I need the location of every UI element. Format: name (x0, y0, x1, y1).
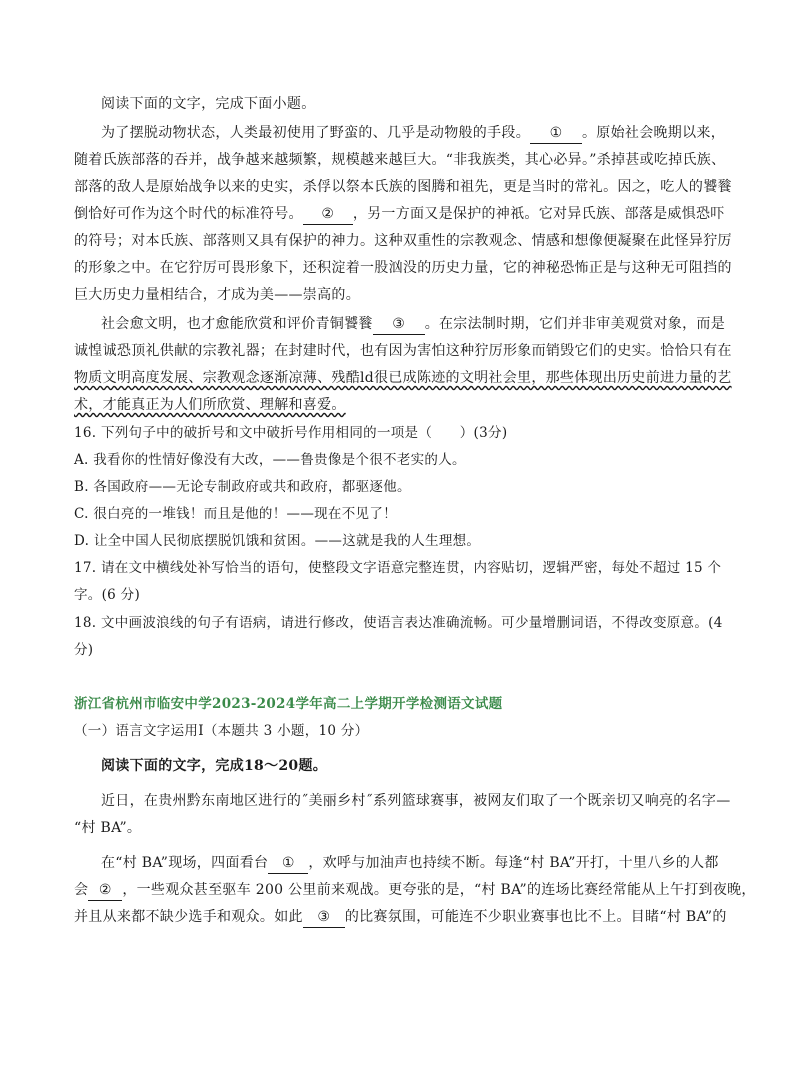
passage-line: 随着氏族部落的吞并，战争越来越频繁，规模越来越巨大。“非我族类，其心必异。”杀掉甚或吃掉氏族、 (74, 152, 726, 168)
passage-line: 的符号；对本氏族、部落则又具有保护的神力。这种双重性的宗教观念、情感和想像便凝聚在此怪异狞厉 (74, 233, 732, 249)
reading-instruction: 阅读下面的文字，完成下面小题。 (101, 96, 316, 112)
option-b: B. 各国政府——无论专制政府或共和政府，都驱逐他。 (74, 479, 411, 495)
question-16: 16. 下列句子中的破折号和文中破折号作用相同的一项是（ ）(3分) (74, 425, 508, 441)
wavy-underlined-sentence: 术，才能真正为人们所欣赏、理解和喜爱。 (74, 397, 346, 413)
text-segment: 。原始社会晚期以来， (582, 125, 725, 141)
text-segment: ，一些观众甚至驱车 200 公里前来观战。更夸张的是，“村 BA”的连场比赛经常能从上午打到夜晚， (122, 882, 756, 898)
passage-line (101, 123, 725, 144)
passage-line (74, 907, 727, 928)
passage-line (101, 314, 725, 335)
blank-3: ③ (373, 314, 425, 335)
passage-line (101, 853, 719, 874)
blank-2: ② (303, 204, 353, 225)
passage-line (74, 880, 756, 901)
passage-line: 近日，在贵州黔东南地区进行的˝美丽乡村˝系列篮球赛事，被网友们取了一个既亲切又响亮的名字— (101, 793, 731, 809)
text-segment: 。在宗法制时期，它们并非审美观赏对象，而是 (424, 316, 726, 332)
question-17-cont: 字。(6 分) (74, 587, 141, 603)
option-a: A. 我看你的性情好像没有大改，——鲁贵像是个很不老实的人。 (74, 452, 466, 468)
reading-instruction-2: 阅读下面的文字，完成18～20题。 (101, 758, 328, 774)
part-heading: （一）语言文字运用Ⅰ（本题共 3 小题，10 分） (74, 723, 369, 739)
text-segment: ，另一方面又是保护的神祇。它对异氏族、部落是威惧恐吓 (352, 206, 725, 222)
passage-line: 诚惶诚恐顶礼供献的宗教礼器；在封建时代，也有因为害怕这种狞厉形象而销毁它们的史实。恰恰只有在 (74, 343, 732, 359)
text-segment: 并且从来都不缺少选手和观众。如此 (74, 909, 303, 925)
question-18: 18. 文中画波浪线的句子有语病，请进行修改，使语言表达准确流畅。可少量增删词语，不得改变原意。(4 (74, 615, 723, 631)
option-c: C. 很白亮的一堆钱！而且是他的！——现在不见了！ (74, 506, 397, 522)
passage-line (74, 204, 725, 225)
passage-line: 的形象之中。在它狞厉可畏形象下，还积淀着一股汹没的历史力量，它的神秘恐怖正是与这种无可阻挡的 (74, 260, 732, 276)
wavy-underlined-sentence: 物质文明高度发展、宗教观念逐渐凉薄、残酷ld很已成陈迹的文明社会里，那些体现出历史前进力量的艺 (74, 370, 732, 386)
text-segment: 倒恰好可作为这个时代的标准符号。 (74, 206, 303, 222)
passage-line: “村 BA”。 (74, 820, 142, 836)
question-17: 17. 请在文中横线处补写恰当的语句，使整段文字语意完整连贯，内容贴切，逻辑严密，每处不超过 15 个 (74, 560, 722, 576)
blank-1: ① (530, 123, 582, 144)
passage-line: 巨大历史力量相结合，才成为美——崇高的。 (74, 287, 360, 303)
option-d: D. 让全中国人民彻底摆脱饥饿和贫困。——这就是我的人生理想。 (74, 533, 481, 549)
text-segment: 在“村 BA”现场，四面看台 (101, 855, 269, 871)
text-segment: 的比赛氛围，可能连不少职业赛事也比不上。目睹“村 BA”的 (344, 909, 727, 925)
blank-2b: ② (88, 880, 122, 901)
text-segment: 会 (74, 882, 89, 898)
passage-line: 部落的敌人是原始战争以来的史实，杀俘以祭本氏族的图腾和祖先，更是当时的常礼。因之，吃人的饕餮 (74, 179, 732, 195)
blank-1b: ① (268, 853, 308, 874)
text-segment: 为了摆脱动物状态，人类最初使用了野蛮的、几乎是动物般的手段。 (101, 125, 530, 141)
blank-3b: ③ (303, 907, 345, 928)
text-segment: ，欢呼与加油声也持续不断。每逢“村 BA”开打，十里八乡的人都 (308, 855, 719, 871)
source-title: 浙江省杭州市临安中学2023-2024学年高二上学期开学检测语文试题 (74, 696, 503, 712)
question-18-cont: 分) (74, 642, 94, 658)
text-segment: 社会愈文明，也才愈能欣赏和评价青铜饕餮 (101, 316, 373, 332)
